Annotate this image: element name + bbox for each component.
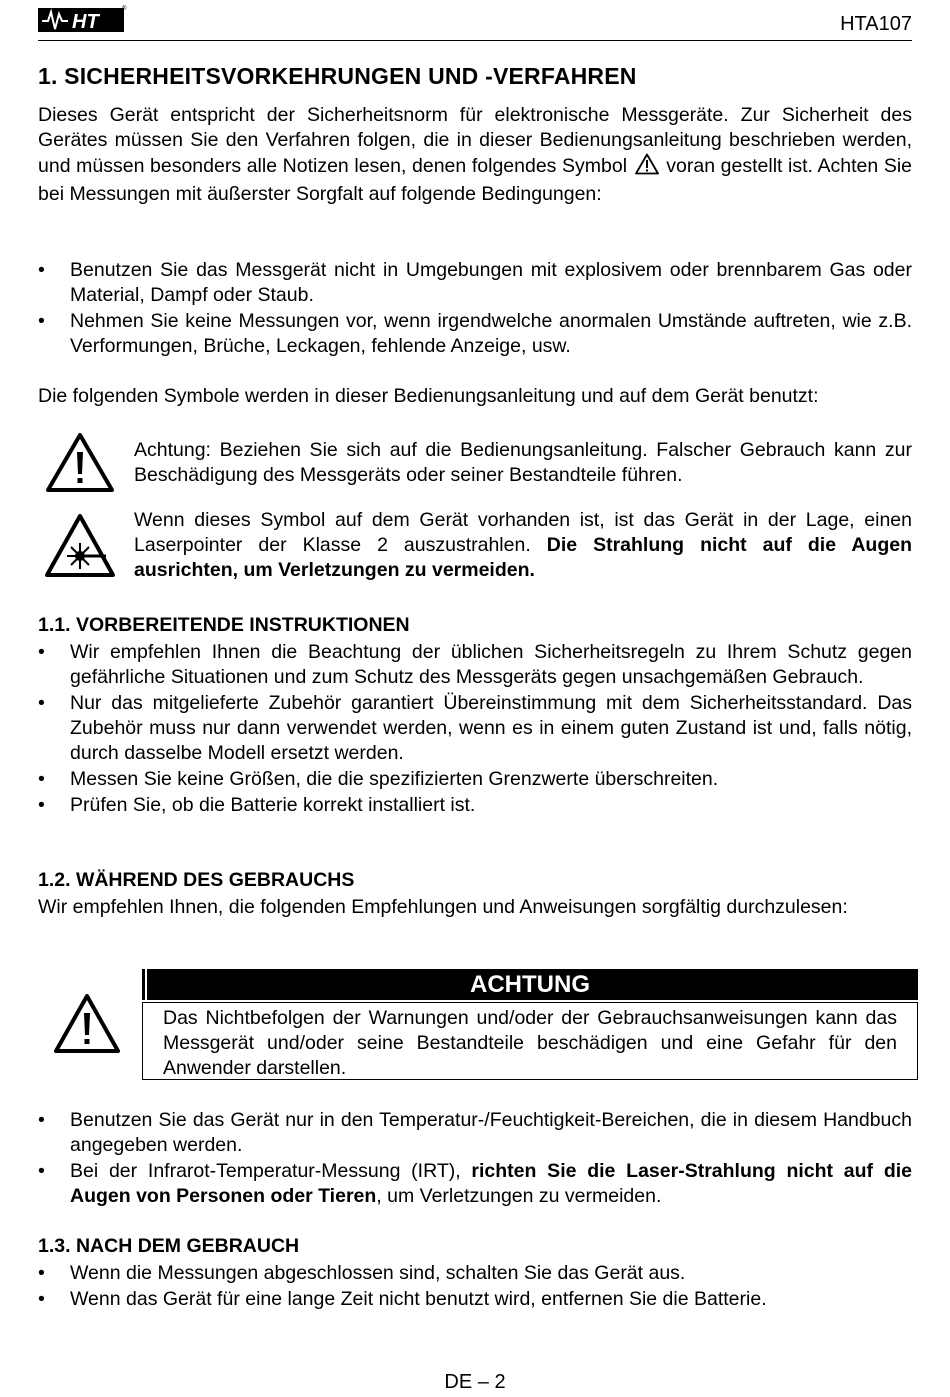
list-item: • Wenn die Messungen abgeschlossen sind, schalten Sie das Gerät aus.	[38, 1261, 912, 1286]
ht-logo	[38, 4, 128, 35]
list-item: • Nehmen Sie keine Messungen vor, wenn irgendwelche anormalen Umstände auftreten, wie z.B. Verformungen, Brüche, Leckagen, fehlende Anzeige, usw.	[38, 309, 912, 359]
subsection-title-1-1: 1.1. VORBEREITENDE INSTRUKTIONEN	[38, 614, 410, 636]
laser-bold-text: Die Strahlung nicht auf die Augen ausrichten, um Verletzungen zu vermeiden.	[134, 534, 912, 581]
svg-text:®: ®	[122, 6, 127, 12]
laser-symbol-text	[134, 508, 912, 583]
symbols-intro: Die folgenden Symbole werden in dieser Bedienungsanleitung und auf dem Gerät benutzt:	[38, 385, 819, 407]
intro-text-start: Dieses Gerät entspricht der Sicherheitsnorm für elektronische Messgeräte. Zur Sicherheit des Gerätes müssen Sie den Verfahren folgen, die in dieser Bedienungsanleitung beschrieben werden, und müssen besonders alle Notizen lesen, denen folgendes Symbol	[38, 104, 912, 177]
laser-text: Wenn dieses Symbol auf dem Gerät vorhanden ist, ist das Gerät in der Lage, einen Laserpointer der Klasse 2 auszustrahlen.	[134, 509, 912, 556]
list-item: • Prüfen Sie, ob die Batterie korrekt installiert ist.	[38, 793, 912, 818]
warning-triangle-icon	[45, 432, 115, 499]
list-item: • Messen Sie keine Größen, die die spezifizierten Grenzwerte überschreiten.	[38, 767, 912, 792]
usage-list	[38, 1108, 912, 1210]
warning-box-text: Das Nichtbefolgen der Warnungen und/oder der Gebrauchsanweisungen kann das Messgerät und/oder seine Bestandteile beschädigen und eine Gefahr für den Anwender darstellen.	[163, 1007, 897, 1079]
intro-text-end: voran gestellt ist. Achten Sie bei Messungen mit äußerster Sorgfalt auf folgende Bedingungen:	[38, 155, 913, 205]
subsection-title-1-2: 1.2. WÄHREND DES GEBRAUCHS	[38, 869, 355, 891]
list-item: • Wenn das Gerät für eine lange Zeit nicht benutzt wird, entfernen Sie die Batterie.	[38, 1287, 912, 1312]
laser-warning-icon	[44, 513, 116, 584]
list-item: • Benutzen Sie das Messgerät nicht in Umgebungen mit explosivem oder brennbarem Gas oder Material, Dampf oder Staub.	[38, 258, 912, 308]
list-item	[38, 1159, 912, 1209]
after-use-list	[38, 1261, 912, 1313]
conditions-list	[38, 258, 912, 360]
header-divider	[38, 40, 912, 41]
model-name: HTA107	[840, 13, 912, 35]
instructions-list	[38, 640, 912, 819]
bullet-text-start: Bei der Infrarot-Temperatur-Messung (IRT),	[70, 1160, 472, 1182]
warning-symbol-text: Achtung: Beziehen Sie sich auf die Bedienungsanleitung. Falscher Gebrauch kann zur Beschädigung des Messgeräts oder seiner Bestandteile führen.	[134, 439, 912, 486]
list-item: • Nur das mitgelieferte Zubehör garantiert Übereinstimmung mit dem Sicherheitsstandard. Das Zubehör muss nur dann verwendet werden, wenn es in einem guten Zustand ist und, falls nötig, durch dasselbe Modell ersetzt werden.	[38, 691, 912, 766]
subsection-title-1-3: 1.3. NACH DEM GEBRAUCH	[38, 1235, 300, 1257]
usage-intro: Wir empfehlen Ihnen, die folgenden Empfehlungen und Anweisungen sorgfältig durchzulesen:	[38, 896, 848, 918]
bullet-bold-text: richten Sie die Laser-Strahlung nicht auf die Augen von Personen oder Tieren	[70, 1160, 912, 1207]
section-title: 1. SICHERHEITSVORKEHRUNGEN UND -VERFAHREN	[38, 63, 637, 89]
warning-triangle-icon	[53, 993, 121, 1060]
intro-paragraph	[38, 103, 912, 207]
warning-box	[142, 1002, 918, 1080]
warning-box-title: ACHTUNG	[142, 969, 918, 1000]
list-item: • Benutzen Sie das Gerät nur in den Temperatur-/Feuchtigkeit-Bereichen, die in diesem Handbuch angegeben werden.	[38, 1108, 912, 1158]
inline-warning-icon	[635, 153, 659, 182]
bullet-text-end: , um Verletzungen zu vermeiden.	[376, 1185, 662, 1207]
logo-text: HT	[72, 11, 99, 33]
list-item: • Wir empfehlen Ihnen die Beachtung der üblichen Sicherheitsregeln zu Ihrem Schutz gegen gefährliche Situationen und zum Schutz des Messgeräts gegen unsachgemäßen Gebrauch.	[38, 640, 912, 690]
page-number: DE – 2	[444, 1371, 506, 1393]
